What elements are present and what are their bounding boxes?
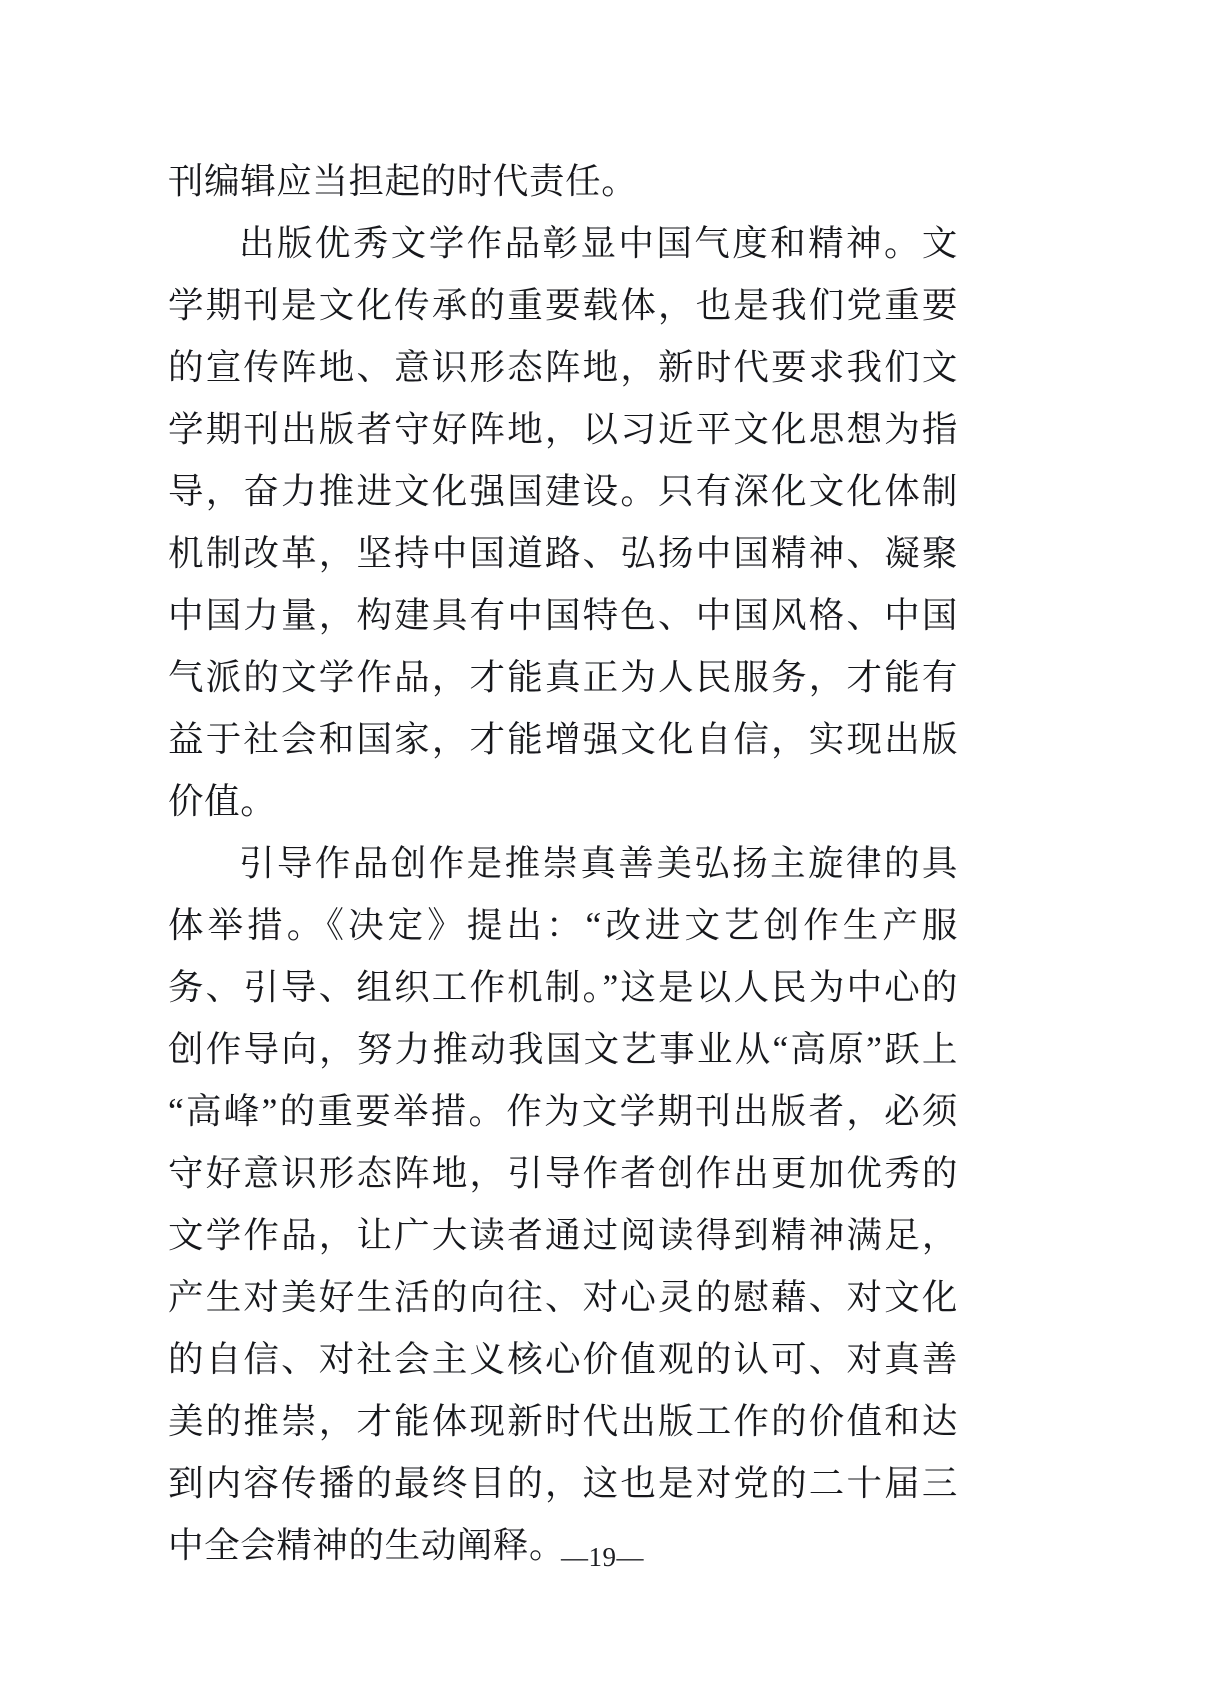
page-text-body xyxy=(168,150,958,1576)
paragraph-guiding-creation: 引导作品创作是推崇真善美弘扬主旋律的具体举措。《决定》提出：“改进文艺创作生产服务、引导、组织工作机制。”这是以人民为中心的创作导向，努力推动我国文艺事业从“高原”跃上“高峰”的重要举措。作为文学期刊出版者，必须守好意识形态阵地，引导作者创作出更加优秀的文学作品，让广大读者通过阅读得到精神满足，产生对美好生活的向往、对心灵的慰藉、对文化的自信、对社会主义核心价值观的认可、对真善美的推崇，才能体现新时代出版工作的价值和达到内容传播的最终目的，这也是对党的二十届三中全会精神的生动阐释。 xyxy=(168,843,958,1565)
paragraph-publishing-excellent-works: 出版优秀文学作品彰显中国气度和精神。文学期刊是文化传承的重要载体，也是我们党重要的宣传阵地、意识形态阵地，新时代要求我们文学期刊出版者守好阵地，以习近平文化思想为指导，奋力推进文化强国建设。只有深化文化体制机制改革，坚持中国道路、弘扬中国精神、凝聚中国力量，构建具有中国特色、中国风格、中国气派的文学作品，才能真正为人民服务，才能有益于社会和国家，才能增强文化自信，实现出版价值。 xyxy=(168,223,958,821)
page-footer xyxy=(0,1542,1205,1573)
page-number: —19— xyxy=(561,1542,644,1572)
paragraph-continued: 刊编辑应当担起的时代责任。 xyxy=(168,161,638,201)
